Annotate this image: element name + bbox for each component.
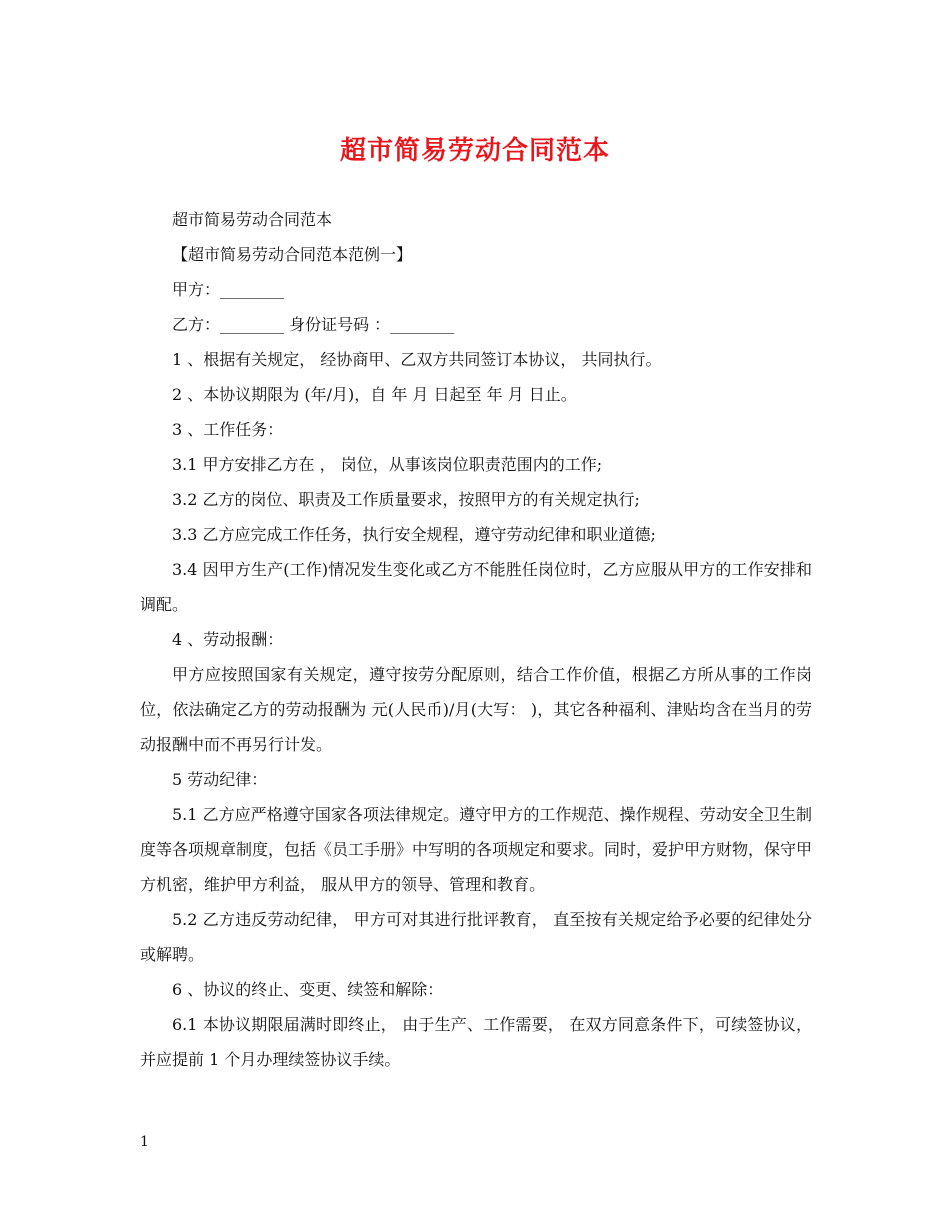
document-title: 超市简易劳动合同范本 [339,136,610,166]
paragraph: 6 、协议的终止、变更、续签和解除： [172,980,444,999]
paragraph: 1 、根据有关规定， 经协商甲、乙双方共同签订本协议， 共同执行。 [172,350,662,369]
paragraph: 3.3 乙方应完成工作任务，执行安全规程，遵守劳动纪律和职业道德; [172,525,656,544]
paragraph: 4 、劳动报酬： [172,630,284,649]
paragraph: 3.2 乙方的岗位、职责及工作质量要求，按照甲方的有关规定执行; [172,490,640,509]
paragraph: 5.2 乙方违反劳动纪律， 甲方可对其进行批评教育， 直至按有关规定给予必要的纪律处分或解聘。 [140,910,812,964]
page-number: 1 [140,1134,149,1150]
paragraph: 【超市简易劳动合同范本范例一】 [172,245,413,264]
paragraph: 3.4 因甲方生产(工作)情况发生变化或乙方不能胜任岗位时，乙方应服从甲方的工作安排和调配。 [140,560,812,614]
paragraph: 6.1 本协议期限届满时即终止， 由于生产、工作需要， 在双方同意条件下，可续签协议， 并应提前 1 个月办理续签协议手续。 [140,1015,812,1069]
paragraph: 乙方：________ 身份证号码 ：________ [172,315,455,334]
paragraph: 5 劳动纪律： [172,770,268,789]
paragraph: 超市简易劳动合同范本 [172,210,333,229]
document-body [140,202,812,1077]
paragraph: 2 、本协议期限为 (年/月)，自 年 月 日起至 年 月 日止。 [172,385,577,404]
paragraph: 甲方：________ [172,280,285,299]
paragraph: 5.1 乙方应严格遵守国家各项法律规定。遵守甲方的工作规范、操作规程、劳动安全卫生制度等各项规章制度，包括《员工手册》中写明的各项规定和要求。同时，爱护甲方财物，保守甲方机密，维护甲方利益， 服从甲方的领导、管理和教育。 [140,805,813,894]
paragraph: 3.1 甲方安排乙方在 ， 岗位，从事该岗位职责范围内的工作; [172,455,603,474]
paragraph: 3 、工作任务： [172,420,284,439]
paragraph: 甲方应按照国家有关规定，遵守按劳分配原则，结合工作价值，根据乙方所从事的工作岗位，依法确定乙方的劳动报酬为 元(人民币)/月(大写： )，其它各种福利、津贴均含在当月的劳动报酬中而不再另行计发。 [140,665,812,754]
